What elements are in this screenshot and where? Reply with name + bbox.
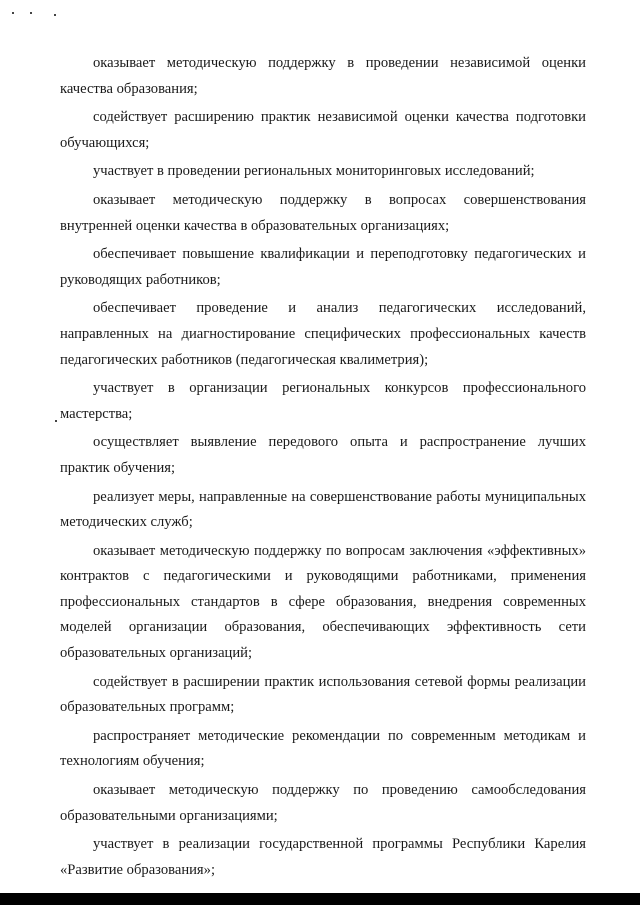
scan-speck xyxy=(12,12,14,14)
scan-bottom-border xyxy=(0,893,640,905)
scan-speck xyxy=(54,14,56,16)
document-body xyxy=(60,51,586,883)
paragraph: участвует в проведении региональных мониторинговых исследований; xyxy=(93,163,535,180)
paragraph: обеспечивает повышение квалификации и переподготовку педагогических и руководящих работников; xyxy=(60,246,586,288)
paragraph: осуществляет выявление передового опыта и распространение лучших практик обучения; xyxy=(60,434,586,476)
scan-speck xyxy=(30,12,32,14)
paragraph: содействует в расширении практик использования сетевой формы реализации образовательных программ; xyxy=(60,673,586,716)
paragraph: участвует в реализации государственной программы Республики Карелия «Развитие образования»; xyxy=(60,836,586,878)
paragraph: оказывает методическую поддержку по проведению самообследования образовательными организациями; xyxy=(60,782,586,824)
paragraph: оказывает методическую поддержку в проведении независимой оценки качества образования; xyxy=(60,55,586,97)
paragraph: распространяет методические рекомендации по современным методикам и технологиям обучения; xyxy=(60,727,586,770)
paragraph: реализует меры, направленные на совершенствование работы муниципальных методических служб; xyxy=(60,488,586,531)
paragraph: оказывает методическую поддержку по вопросам заключения «эффективных» контрактов с педагогическими и руководящими работниками, применения профессиональных стандартов в сфере образования, внедрения современных моделей организации образования, обеспечивающих эффективность сети образовательных организаций; xyxy=(60,542,586,662)
paragraph: оказывает методическую поддержку в вопросах совершенствования внутренней оценки качества в образовательных организациях; xyxy=(60,191,586,234)
scan-speck xyxy=(55,420,57,422)
paragraph: содействует расширению практик независимой оценки качества подготовки обучающихся; xyxy=(60,109,586,151)
paragraph: участвует в организации региональных конкурсов профессионального мастерства; xyxy=(60,380,586,422)
paragraph: обеспечивает проведение и анализ педагогических исследований, направленных на диагностирование специфических профессиональных качеств педагогических работников (педагогическая квалиметрия); xyxy=(60,300,586,368)
